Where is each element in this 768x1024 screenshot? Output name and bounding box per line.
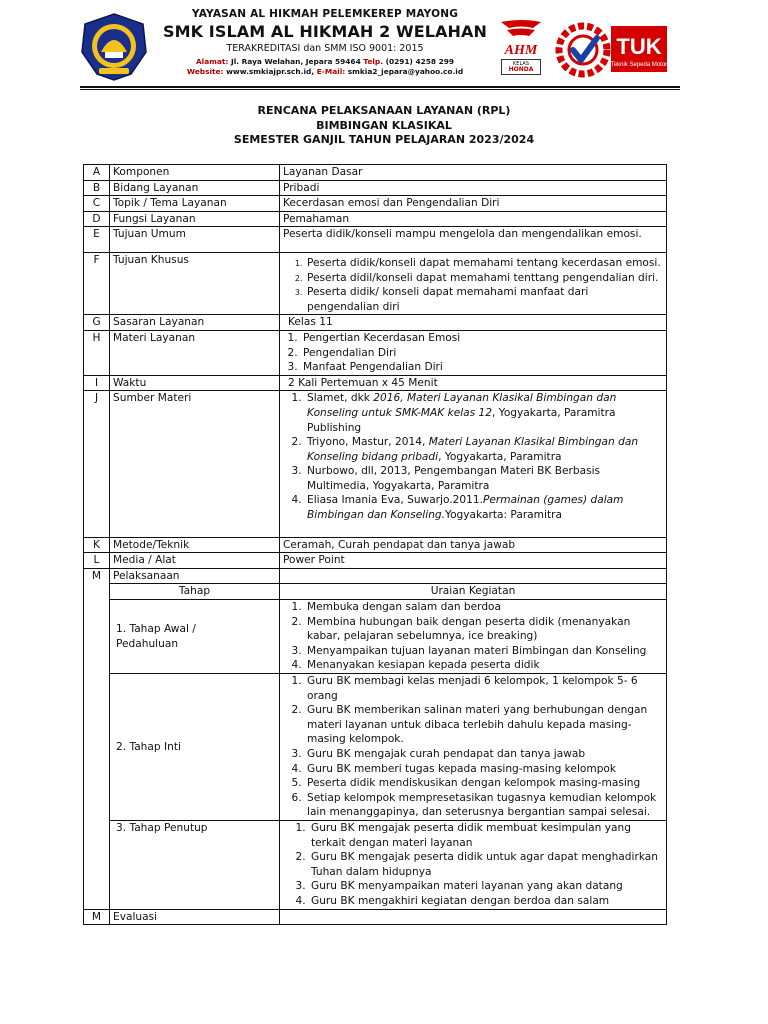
list-item: 4. Menanyakan kesiapan kepada peserta didik (305, 658, 663, 673)
row-label: Fungsi Layanan (110, 211, 280, 227)
materi-list (283, 331, 663, 375)
row-label: Tujuan Khusus (110, 252, 280, 314)
list-item: 3. Manfaat Pengendalian Diri (301, 360, 663, 375)
letterhead-rule (80, 86, 680, 88)
row-value: Layanan Dasar (280, 165, 667, 181)
tahap-inti-label: 2. Tahap Inti (110, 674, 280, 821)
row-label: Bidang Layanan (110, 180, 280, 196)
list-item: 1. Guru BK mengajak peserta didik membuat kesimpulan yang terkait dengan materi layanan (309, 821, 663, 850)
table-row (84, 391, 667, 537)
list-item: 1. Pengertian Kecerdasan Emosi (301, 331, 663, 346)
row-label: Tujuan Umum (110, 227, 280, 253)
table-row (84, 196, 667, 212)
ahm-kelas-text: KELAS (513, 61, 529, 67)
website-label: Website: (186, 67, 224, 76)
letterhead (0, 0, 768, 90)
source-title: Permainan (games) dalam Bimbingan dan Konseling. (307, 494, 624, 522)
row-value: Kecerdasan emosi dan Pengendalian Diri (280, 196, 667, 212)
table-row (84, 568, 667, 584)
row-code: M (84, 568, 110, 909)
row-code: J (84, 391, 110, 537)
title-line-1: RENCANA PELAKSANAAN LAYANAN (RPL) (257, 104, 511, 117)
row-code: M (84, 909, 110, 925)
list-item: 1. Guru BK membagi kelas menjadi 6 kelompok, 1 kelompok 5- 6 orang (305, 674, 663, 703)
foundation-name: YAYASAN AL HIKMAH PELEMKEREP MAYONG (191, 8, 459, 20)
row-value: Ceramah, Curah pendapat dan tanya jawab (280, 537, 667, 553)
address-line (160, 57, 490, 66)
list-item: 2. Guru BK memberikan salinan materi yang berhubungan dengan materi layanan untuk dibaca terlebih dahulu kepada masing-masing kelompok. (305, 703, 663, 747)
row-code: L (84, 553, 110, 569)
letterhead-rule-thin (80, 89, 680, 90)
table-row (84, 180, 667, 196)
tahap-penutup-label: 3. Tahap Penutup (110, 820, 280, 909)
source-author: Triyono, Mastur, 2014, (307, 436, 429, 449)
list-item: 2. Pengendalian Diri (301, 346, 663, 361)
table-row (84, 674, 667, 821)
activity-list (283, 674, 663, 820)
row-label: Komponen (110, 165, 280, 181)
source-author: Slamet, dkk (307, 392, 374, 405)
row-value (280, 391, 667, 537)
tahap-awal-activities (280, 600, 667, 674)
source-title: Materi Layanan Klasikal Bimbingan dan Konseling bidang pribadi (307, 436, 639, 463)
row-code: A (84, 165, 110, 181)
phone-text: (0291) 4258 299 (385, 57, 455, 66)
sumber-list (283, 391, 663, 522)
row-label: Waktu (110, 375, 280, 391)
tahap-awal-label: 1. Tahap Awal / Pedahuluan (110, 600, 280, 674)
row-label: Topik / Tema Layanan (110, 196, 280, 212)
ahm-logo (494, 18, 548, 82)
title-line-2: BIMBINGAN KLASIKAL (316, 118, 452, 132)
title-line-3: SEMESTER GANJIL TAHUN PELAJARAN 2023/2024 (233, 133, 535, 146)
activity-list (283, 821, 663, 909)
row-value (280, 330, 667, 375)
email-text: smkia2_jepara@yahoo.co.id (347, 67, 464, 76)
source-title: 2016, Materi Layanan Klasikal Bimbingan dan Konseling untuk SMK-MAK kelas 12 (307, 392, 617, 419)
school-name: SMK ISLAM AL HIKMAH 2 WELAHAN (162, 22, 488, 41)
table-row (84, 820, 667, 909)
table-row (84, 600, 667, 674)
tuk-logo-text: TUK (616, 34, 662, 59)
row-label: Sumber Materi (110, 391, 280, 537)
list-item: 4. Guru BK memberi tugas kepada masing-masing kelompok (305, 762, 663, 777)
contact-line (160, 67, 490, 76)
list-item: 6. Setiap kelompok mempresetasikan tugasnya kemudian kelompok lain menanggapinya, dan seterusnya bergantian sampai selesai. (305, 791, 663, 820)
rpl-table (83, 164, 667, 925)
tahap-penutup-activities (280, 820, 667, 909)
row-code: E (84, 227, 110, 253)
row-code: B (84, 180, 110, 196)
tuk-logo (553, 20, 673, 80)
list-item: 5. Peserta didik mendiskusikan dengan kelompok masing-masing (305, 776, 663, 791)
row-code: G (84, 315, 110, 331)
list-item: 1. Peserta didik/konseli dapat memahami tentang kecerdasan emosi. (305, 256, 663, 271)
row-code: D (84, 211, 110, 227)
document-title (84, 104, 684, 148)
table-row (84, 537, 667, 553)
list-item: 3. Guru BK mengajak curah pendapat dan tanya jawab (305, 747, 663, 762)
tuk-tagline: Teknik Sepeda Motor (610, 62, 668, 68)
table-row (84, 211, 667, 227)
list-item: 3. Guru BK menyampaikan materi layanan yang akan datang (309, 879, 663, 894)
website-text: www.smkiajpr.sch.id, (226, 67, 315, 76)
honda-wing-icon (499, 18, 543, 40)
source-author: Nurbowo, dll, 2013, Pengembangan Materi BK Berbasis Multimedia, Yogyakarta, Paramitra (307, 465, 601, 492)
list-item: 2. Peserta didil/konseli dapat memahami tenttang pengendalian diri. (305, 271, 663, 286)
ahm-honda-text: HONDA (508, 66, 534, 73)
row-label: Evaluasi (110, 909, 280, 925)
table-row (84, 553, 667, 569)
address-text: Jl. Raya Welahan, Jepara 59464 (230, 57, 361, 66)
source-publisher: , Yogyakarta, Paramitra (438, 450, 562, 463)
source-author: Eliasa Imania Eva, Suwarjo.2011. (307, 494, 483, 507)
list-item (305, 493, 663, 522)
table-row (84, 909, 667, 925)
row-value: Peserta didik/konseli mampu mengelola dan mengendalikan emosi. (280, 227, 667, 253)
row-label: Sasaran Layanan (110, 315, 280, 331)
list-item: 4. Guru BK mengakhiri kegiatan dengan berdoa dan salam (309, 894, 663, 909)
row-code: K (84, 537, 110, 553)
source-publisher: Yogyakarta: Paramitra (445, 509, 562, 522)
table-row (84, 375, 667, 391)
phone-label: Telp. (363, 57, 383, 66)
tujuan-khusus-list (283, 253, 663, 314)
table-row (84, 252, 667, 314)
email-label: E-Mail: (316, 67, 346, 76)
row-value: 2 Kali Pertemuan x 45 Menit (280, 375, 667, 391)
table-row (84, 315, 667, 331)
tahap-inti-activities (280, 674, 667, 821)
row-code: H (84, 330, 110, 375)
list-item (305, 435, 663, 464)
accreditation-text: TERAKREDITASI dan SMM ISO 9001: 2015 (226, 43, 424, 54)
activity-list (283, 600, 663, 673)
row-value (280, 252, 667, 314)
row-code: F (84, 252, 110, 314)
row-value (280, 909, 667, 925)
list-item: 3. Peserta didik/ konseli dapat memahami manfaat dari pengendalian diri (305, 285, 663, 314)
row-label: Materi Layanan (110, 330, 280, 375)
tahap-header: Tahap (110, 584, 280, 600)
row-code: C (84, 196, 110, 212)
table-row (84, 584, 667, 600)
ahm-class-box (501, 59, 541, 75)
row-value: Kelas 11 (280, 315, 667, 331)
uraian-header: Uraian Kegiatan (280, 584, 667, 600)
list-item: 3. Menyampaikan tujuan layanan materi Bimbingan dan Konseling (305, 644, 663, 659)
row-value: Pribadi (280, 180, 667, 196)
row-code: I (84, 375, 110, 391)
list-item (305, 464, 663, 493)
row-label: Media / Alat (110, 553, 280, 569)
row-label: Metode/Teknik (110, 537, 280, 553)
row-value (280, 568, 667, 584)
list-item: 1. Membuka dengan salam dan berdoa (305, 600, 663, 615)
ahm-logo-text: AHM (504, 43, 538, 58)
table-row (84, 165, 667, 181)
list-item: 2. Membina hubungan baik dengan peserta didik (menanyakan kabar, pelajaran sebelumnya, ice breaking) (305, 615, 663, 644)
table-row (84, 330, 667, 375)
school-emblem-icon (79, 12, 149, 82)
source-publisher: , Yogyakarta, Paramitra Publishing (307, 406, 616, 434)
address-label: Alamat: (195, 57, 229, 66)
row-label: Pelaksanaan (110, 568, 280, 584)
row-value: Pemahaman (280, 211, 667, 227)
table-row (84, 227, 667, 253)
list-item (305, 391, 663, 435)
list-item: 2. Guru BK mengajak peserta didik untuk agar dapat menghadirkan Tuhan dalam hidupnya (309, 850, 663, 879)
row-value: Power Point (280, 553, 667, 569)
